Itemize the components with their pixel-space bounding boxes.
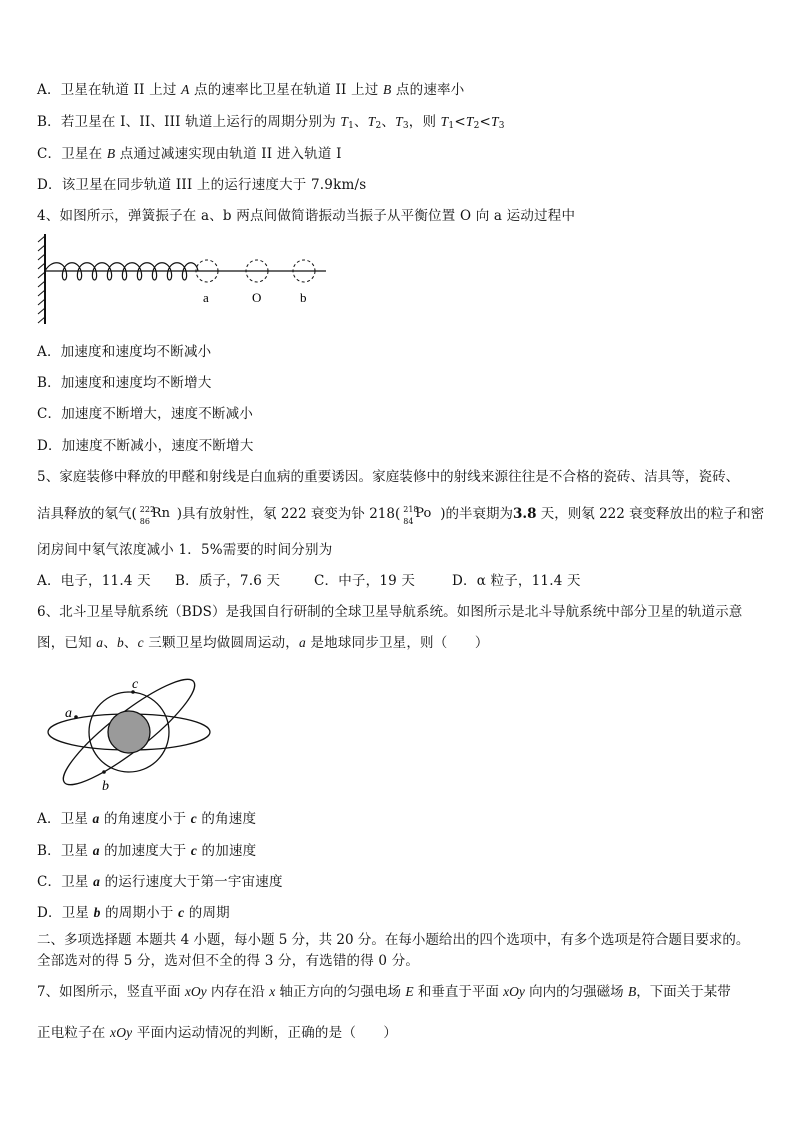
q4-stem: 4、如图所示，弹簧振子在 a、b 两点间做简谐振动当振子从平衡位置 O 向 a 运动过程中 [37,208,576,224]
q3-option-d: D．该卫星在同步轨道 III 上的运行速度大于 7.9km/s [37,177,367,193]
wall-hatching [38,236,45,323]
section2-instructions-line2: 全部选对的得 5 分，选对但不全的得 3 分，有选错的得 0 分。 [37,953,420,969]
q4-option-c: C．加速度不断增大，速度不断减小 [37,406,254,422]
q4-option-a: A．加速度和速度均不断减小 [37,344,212,360]
q3-option-c: C．卫星在 B 点通过减速实现由轨道 II 进入轨道 I [37,146,342,162]
q5-option-c: C．中子，19 天 [314,573,416,589]
q7-stem-line1: 7、如图所示，竖直平面 xOy 内存在沿 x 轴正方向的匀强电场 E 和垂直于平面 xOy 向内的匀强磁场 B，下面关于某带 [37,984,731,1000]
q5-stem-line3: 闭房间中氡气浓度减小 1．5%需要的时间分别为 [37,542,333,558]
label-c: c [132,677,139,692]
q5-option-d: D．α 粒子，11.4 天 [452,573,581,589]
section2-instructions-line1: 二、多项选择题 本题共 4 小题，每小题 5 分，共 20 分。在每小题给出的四个选项中，有多个选项是符合题目要求的。 [37,932,750,948]
earth [108,711,150,753]
q6-option-c: C．卫星 a 的运行速度大于第一宇宙速度 [37,874,283,890]
q4-option-b: B．加速度和速度均不断增大 [37,375,212,391]
label-a: a [65,706,72,721]
q6-stem-line1: 6、北斗卫星导航系统（BDS）是我国自行研制的全球卫星导航系统。如图所示是北斗导航系统中部分卫星的轨道示意 [37,604,743,620]
label-o: O [252,290,262,305]
q7-stem-line2: 正电粒子在 xOy 平面内运动情况的判断，正确的是（ ） [37,1025,398,1041]
polonium-nuclide: 218 84 Po [403,505,432,526]
q5-options [37,572,581,590]
label-b: b [300,290,307,305]
q6-option-a: A．卫星 a 的角速度小于 c 的角速度 [37,811,257,827]
q5-stem-line1: 5、家庭装修中释放的甲醛和射线是白血病的重要诱因。家庭装修中的射线来源往往是不合格的瓷砖、洁具等，瓷砖、 [37,469,740,485]
satellite-orbits-figure [46,672,221,802]
label-b: b [102,779,109,794]
q6-stem-line2: 图，已知 a、b、c 三颗卫星均做圆周运动，a 是地球同步卫星，则（ ） [37,635,489,651]
spring-oscillator-figure [36,230,336,330]
q5-option-b: B．质子，7.6 天 [175,573,281,589]
radon-nuclide: 222 86 Rn [139,505,170,526]
q5-option-a: A．电子，11.4 天 [37,573,151,589]
q6-option-d: D．卫星 b 的周期小于 c 的周期 [37,905,230,921]
label-a: a [203,290,209,305]
q5-stem-line2: 洁具释放的氡气( 222 86 Rn )具有放射性，氡 222 衰变为钋 218( 218 84 Po )的半衰期为3.8 天，则氡 222 衰变释放出的粒子和密 [37,505,765,526]
q4-option-d: D．加速度不断减小，速度不断增大 [37,438,254,454]
satellite-a [74,715,78,719]
q3-option-b: B．若卫星在 I、II、III 轨道上运行的周期分别为 $T_1$、$T_2$、$T_3$，则 $T_1<T_2<T_3$ [37,114,505,131]
q6-option-b: B．卫星 a 的加速度大于 c 的加速度 [37,843,257,859]
q3-option-a: A．卫星在轨道 II 上过 A 点的速率比卫星在轨道 II 上过 B 点的速率小 [37,82,465,98]
satellite-b [102,770,106,774]
